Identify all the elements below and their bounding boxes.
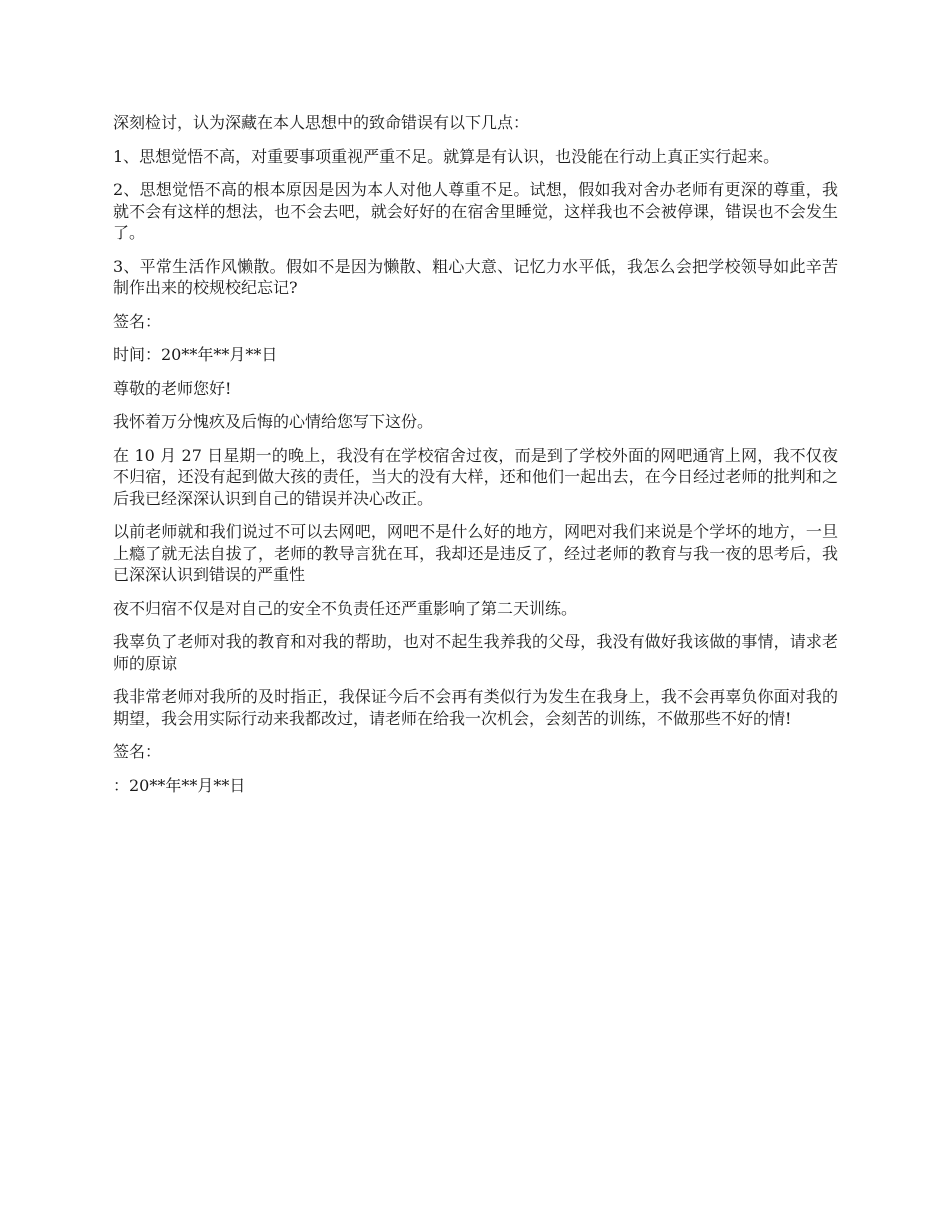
paragraph-consequence: 夜不归宿不仅是对自己的安全不负责任还严重影响了第二天训练。: [113, 598, 578, 618]
paragraph-point-2: 2、思想觉悟不高的根本原因是因为本人对他人尊重不足。试想，假如我对舍办老师有更深的尊重，我就不会有这样的想法，也不会去吧，就会好好的在宿舍里睡觉，这样我也不会被停课，错误也不会发生了。: [113, 180, 838, 242]
date-line-1: 时间：20**年**月**日: [113, 345, 278, 364]
paragraph-teacher-warning: 以前老师就和我们说过不可以去网吧，网吧不是什么好的地方，网吧对我们来说是个学坏的地方，一旦上瘾了就无法自拔了，老师的教导言犹在耳，我却还是违反了，经过老师的教育与我一夜的思考后，我已深深认识到错误的严重性: [113, 522, 838, 584]
paragraph-opening: 我怀着万分愧疚及后悔的心情给您写下这份。: [113, 412, 434, 431]
date-line-2: ：20**年**月**日: [113, 775, 246, 795]
paragraph-promise: 我非常老师对我所的及时指正，我保证今后不会再有类似行为发生在我身上，我不会再辜负你面对我的期望，我会用实际行动来我都改过，请老师在给我一次机会，会刻苦的训练，不做那些不好的情!: [113, 687, 838, 728]
greeting: 尊敬的老师您好!: [113, 378, 232, 398]
paragraph-incident: 在 10 月 27 日星期一的晚上，我没有在学校宿舍过夜，而是到了学校外面的网吧通宵上网，我不仅夜不归宿，还没有起到做大孩的责任，当大的没有大样，还和他们一起出去，在今日经过老师的批判和之后我已经深深认识到自己的错误并决心改正。: [113, 445, 838, 508]
signature-line-1: 签名：: [113, 311, 162, 331]
paragraph-reflection-intro: 深刻检讨，认为深藏在本人思想中的致命错误有以下几点：: [113, 113, 530, 132]
paragraph-point-1: 1、思想觉悟不高，对重要事项重视严重不足。就算是有认识，也没能在行动上真正实行起来。: [113, 146, 780, 166]
paragraph-point-3: 3、平常生活作风懒散。假如不是因为懒散、粗心大意、记忆力水平低，我怎么会把学校领导如此辛苦制作出来的校规校纪忘记?: [113, 256, 838, 297]
paragraph-apology: 我辜负了老师对我的教育和对我的帮助，也对不起生我养我的父母，我没有做好我该做的事情，请求老师的原谅: [113, 632, 838, 673]
signature-line-2: 签名：: [113, 742, 162, 761]
